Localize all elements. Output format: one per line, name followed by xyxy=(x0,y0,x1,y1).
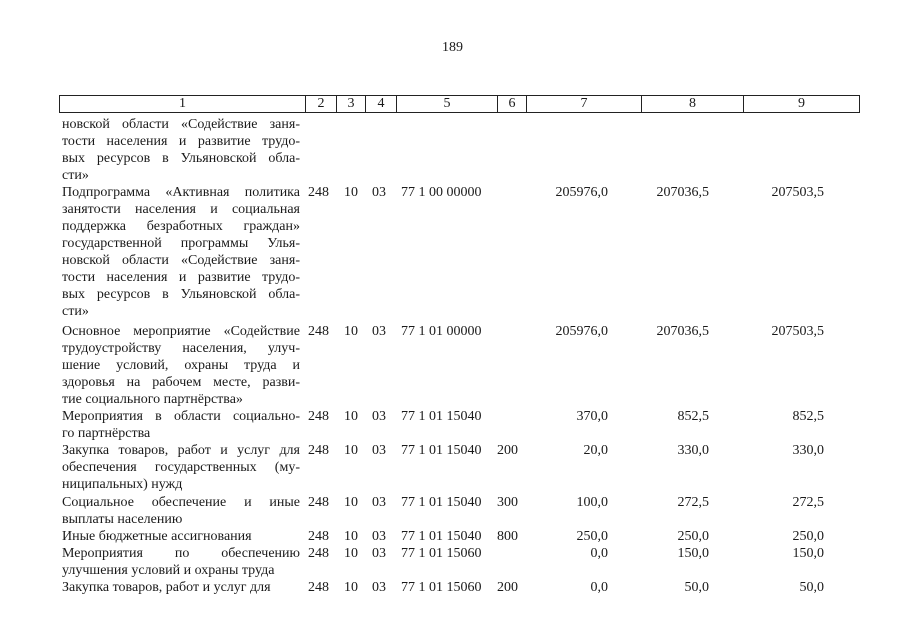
description-line: шение условий, охраны труда и xyxy=(62,358,300,373)
description-line: здоровья на рабочем месте, разви- xyxy=(62,375,300,390)
page-number: 189 xyxy=(442,40,463,55)
cell-col-9: 50,0 xyxy=(799,580,824,595)
column-header-4: 4 xyxy=(366,95,397,113)
cell-col-6: 800 xyxy=(497,529,518,544)
description-line: Закупка товаров, работ и услуг для xyxy=(62,443,300,458)
description-line: Мероприятия в области социально- xyxy=(62,409,300,424)
cell-col-2: 248 xyxy=(308,529,329,544)
cell-col-3: 10 xyxy=(344,546,358,561)
cell-col-8: 272,5 xyxy=(677,495,709,510)
description-line: новской области «Содействие заня- xyxy=(62,253,300,268)
cell-col-2: 248 xyxy=(308,495,329,510)
column-header-6: 6 xyxy=(498,95,527,113)
cell-col-4: 03 xyxy=(372,409,386,424)
cell-col-3: 10 xyxy=(344,495,358,510)
description-line: занятости населения и социальная xyxy=(62,202,300,217)
description-line: сти» xyxy=(62,304,89,319)
row-description xyxy=(62,442,300,493)
cell-col-7: 250,0 xyxy=(576,529,608,544)
cell-col-3: 10 xyxy=(344,529,358,544)
cell-col-4: 03 xyxy=(372,529,386,544)
cell-col-9: 150,0 xyxy=(792,546,824,561)
row-description xyxy=(62,116,300,184)
cell-col-9: 250,0 xyxy=(792,529,824,544)
column-header-7: 7 xyxy=(527,95,642,113)
cell-col-5: 77 1 01 15040 xyxy=(401,409,482,424)
cell-col-5: 77 1 01 15040 xyxy=(401,495,482,510)
row-description xyxy=(62,184,300,320)
cell-col-4: 03 xyxy=(372,443,386,458)
column-header-9: 9 xyxy=(744,95,860,113)
cell-col-7: 0,0 xyxy=(590,546,608,561)
cell-col-4: 03 xyxy=(372,495,386,510)
cell-col-7: 370,0 xyxy=(576,409,608,424)
description-line: обеспечения государственных (му- xyxy=(62,460,300,475)
cell-col-8: 207036,5 xyxy=(656,185,709,200)
cell-col-3: 10 xyxy=(344,580,358,595)
cell-col-4: 03 xyxy=(372,185,386,200)
row-description xyxy=(62,323,300,408)
cell-col-8: 207036,5 xyxy=(656,324,709,339)
cell-col-3: 10 xyxy=(344,409,358,424)
column-header-3: 3 xyxy=(337,95,366,113)
description-line: Закупка товаров, работ и услуг для xyxy=(62,580,271,595)
cell-col-3: 10 xyxy=(344,324,358,339)
description-line: Социальное обеспечение и иные xyxy=(62,495,300,510)
cell-col-6: 300 xyxy=(497,495,518,510)
cell-col-8: 250,0 xyxy=(677,529,709,544)
cell-col-7: 205976,0 xyxy=(555,324,608,339)
column-header-5: 5 xyxy=(397,95,498,113)
description-line: государственной программы Улья- xyxy=(62,236,300,251)
description-line: вых ресурсов в Ульяновской обла- xyxy=(62,151,300,166)
cell-col-8: 852,5 xyxy=(677,409,709,424)
cell-col-3: 10 xyxy=(344,185,358,200)
description-line: тости населения и развитие трудо- xyxy=(62,134,300,149)
cell-col-9: 852,5 xyxy=(792,409,824,424)
description-line: Иные бюджетные ассигнования xyxy=(62,529,252,544)
description-line: ниципальных) нужд xyxy=(62,477,183,492)
cell-col-5: 77 1 00 00000 xyxy=(401,185,482,200)
description-line: вых ресурсов в Ульяновской обла- xyxy=(62,287,300,302)
description-line: поддержка безработных граждан» xyxy=(62,219,300,234)
cell-col-6: 200 xyxy=(497,443,518,458)
description-line: улучшения условий и охраны труда xyxy=(62,563,275,578)
description-line: Основное мероприятие «Содействие xyxy=(62,324,300,339)
cell-col-2: 248 xyxy=(308,546,329,561)
row-description xyxy=(62,408,300,442)
cell-col-9: 207503,5 xyxy=(771,324,824,339)
description-line: Подпрограмма «Активная политика xyxy=(62,185,300,200)
cell-col-5: 77 1 01 15040 xyxy=(401,443,482,458)
cell-col-8: 150,0 xyxy=(677,546,709,561)
cell-col-4: 03 xyxy=(372,580,386,595)
description-line: сти» xyxy=(62,168,89,183)
cell-col-9: 330,0 xyxy=(792,443,824,458)
cell-col-7: 205976,0 xyxy=(555,185,608,200)
cell-col-7: 20,0 xyxy=(583,443,608,458)
cell-col-4: 03 xyxy=(372,546,386,561)
cell-col-5: 77 1 01 15060 xyxy=(401,580,482,595)
row-description xyxy=(62,494,300,528)
description-line: тие социального партнёрства» xyxy=(62,392,243,407)
row-description xyxy=(62,545,300,579)
cell-col-9: 272,5 xyxy=(792,495,824,510)
cell-col-8: 50,0 xyxy=(684,580,709,595)
cell-col-3: 10 xyxy=(344,443,358,458)
cell-col-5: 77 1 01 15040 xyxy=(401,529,482,544)
row-description xyxy=(62,579,300,596)
description-line: Мероприятия по обеспечению xyxy=(62,546,300,561)
cell-col-5: 77 1 01 15060 xyxy=(401,546,482,561)
cell-col-6: 200 xyxy=(497,580,518,595)
table-header xyxy=(59,95,860,113)
column-header-1: 1 xyxy=(59,95,306,113)
cell-col-2: 248 xyxy=(308,409,329,424)
description-line: трудоустройству населения, улуч- xyxy=(62,341,300,356)
description-line: го партнёрства xyxy=(62,426,151,441)
column-header-2: 2 xyxy=(306,95,337,113)
cell-col-4: 03 xyxy=(372,324,386,339)
description-line: новской области «Содействие заня- xyxy=(62,117,300,132)
cell-col-7: 0,0 xyxy=(590,580,608,595)
cell-col-2: 248 xyxy=(308,324,329,339)
cell-col-5: 77 1 01 00000 xyxy=(401,324,482,339)
cell-col-2: 248 xyxy=(308,580,329,595)
cell-col-7: 100,0 xyxy=(576,495,608,510)
description-line: тости населения и развитие трудо- xyxy=(62,270,300,285)
description-line: выплаты населению xyxy=(62,512,183,527)
row-description xyxy=(62,528,300,545)
column-header-8: 8 xyxy=(642,95,744,113)
cell-col-8: 330,0 xyxy=(677,443,709,458)
cell-col-9: 207503,5 xyxy=(771,185,824,200)
cell-col-2: 248 xyxy=(308,185,329,200)
cell-col-2: 248 xyxy=(308,443,329,458)
